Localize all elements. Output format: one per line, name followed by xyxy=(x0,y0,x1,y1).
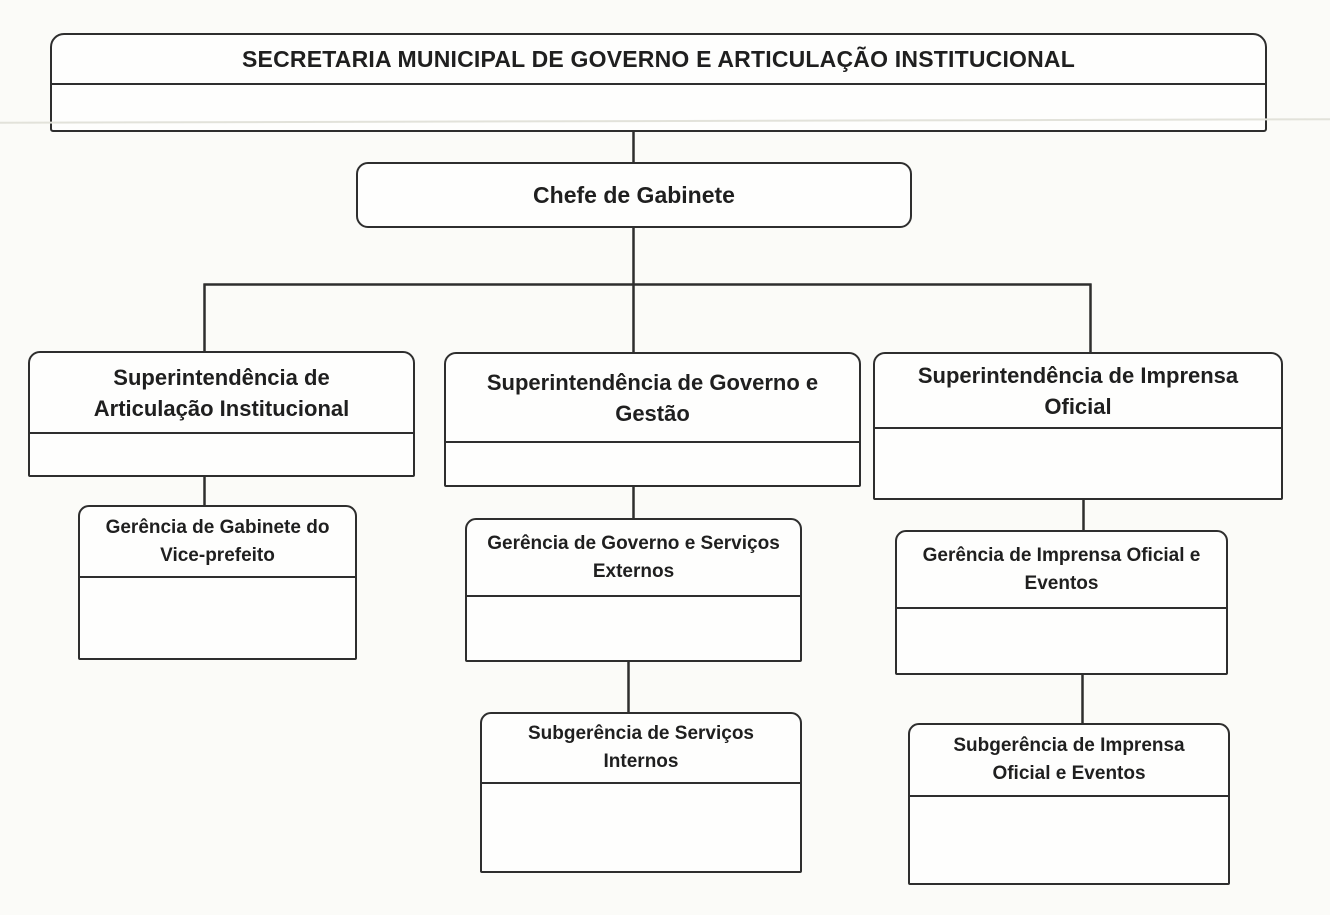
node-label-line: Externos xyxy=(592,560,675,582)
node-label-line: Gerência de Imprensa Oficial e xyxy=(922,544,1201,566)
node-superintendencia-imprensa-oficial xyxy=(873,352,1283,500)
node-label-line: Gestão xyxy=(615,400,690,426)
node-chefe-de-gabinete xyxy=(356,162,912,228)
node-empty-section xyxy=(875,429,1281,498)
node-label-line: Superintendência de Governo e xyxy=(486,369,819,395)
node-subgerencia-imprensa-oficial-eventos xyxy=(908,723,1230,885)
node-subgerencia-servicos-internos xyxy=(480,712,802,873)
node-label-line: Superintendência de Imprensa xyxy=(917,362,1239,388)
node-title xyxy=(875,354,1281,429)
node-superintendencia-articulacao-institucional xyxy=(28,351,415,477)
node-gerencia-gabinete-vice-prefeito xyxy=(78,505,357,660)
node-empty-section xyxy=(446,443,859,485)
node-title xyxy=(446,354,859,443)
node-title xyxy=(80,507,355,578)
node-gerencia-imprensa-oficial-eventos xyxy=(895,530,1228,675)
node-title xyxy=(910,725,1228,797)
node-title xyxy=(482,714,800,784)
node-empty-section xyxy=(30,434,413,475)
node-gerencia-governo-servicos-externos xyxy=(465,518,802,662)
node-empty-section xyxy=(897,609,1226,673)
node-secretaria-municipal xyxy=(50,33,1267,132)
node-label-line: Superintendência de xyxy=(113,364,330,390)
node-empty-section xyxy=(80,578,355,658)
node-title xyxy=(30,353,413,434)
node-label-line: Gerência de Gabinete do xyxy=(105,516,330,538)
node-label-line: Oficial xyxy=(1044,393,1112,419)
node-label-line: Chefe de Gabinete xyxy=(533,181,735,208)
node-label-line: Subgerência de Imprensa xyxy=(953,735,1185,756)
node-label-line: SECRETARIA MUNICIPAL DE GOVERNO E ARTICULAÇÃO INSTITUCIONAL xyxy=(242,45,1075,72)
node-label-line: Subgerência de Serviços xyxy=(528,723,754,744)
node-label-line: Articulação Institucional xyxy=(93,395,350,421)
node-title xyxy=(467,520,800,597)
node-superintendencia-governo-gestao xyxy=(444,352,861,487)
node-label-line: Oficial e Eventos xyxy=(992,763,1146,784)
node-title xyxy=(52,35,1265,85)
node-empty-section xyxy=(467,597,800,660)
node-label-line: Eventos xyxy=(1024,572,1099,594)
node-label-line: Vice-prefeito xyxy=(160,544,275,566)
node-label-line: Internos xyxy=(603,751,679,772)
node-empty-section xyxy=(482,784,800,871)
node-title xyxy=(358,164,910,226)
node-empty-section xyxy=(910,797,1228,883)
node-label-line: Gerência de Governo e Serviços xyxy=(487,532,780,554)
node-title xyxy=(897,532,1226,609)
node-empty-section xyxy=(52,85,1265,130)
